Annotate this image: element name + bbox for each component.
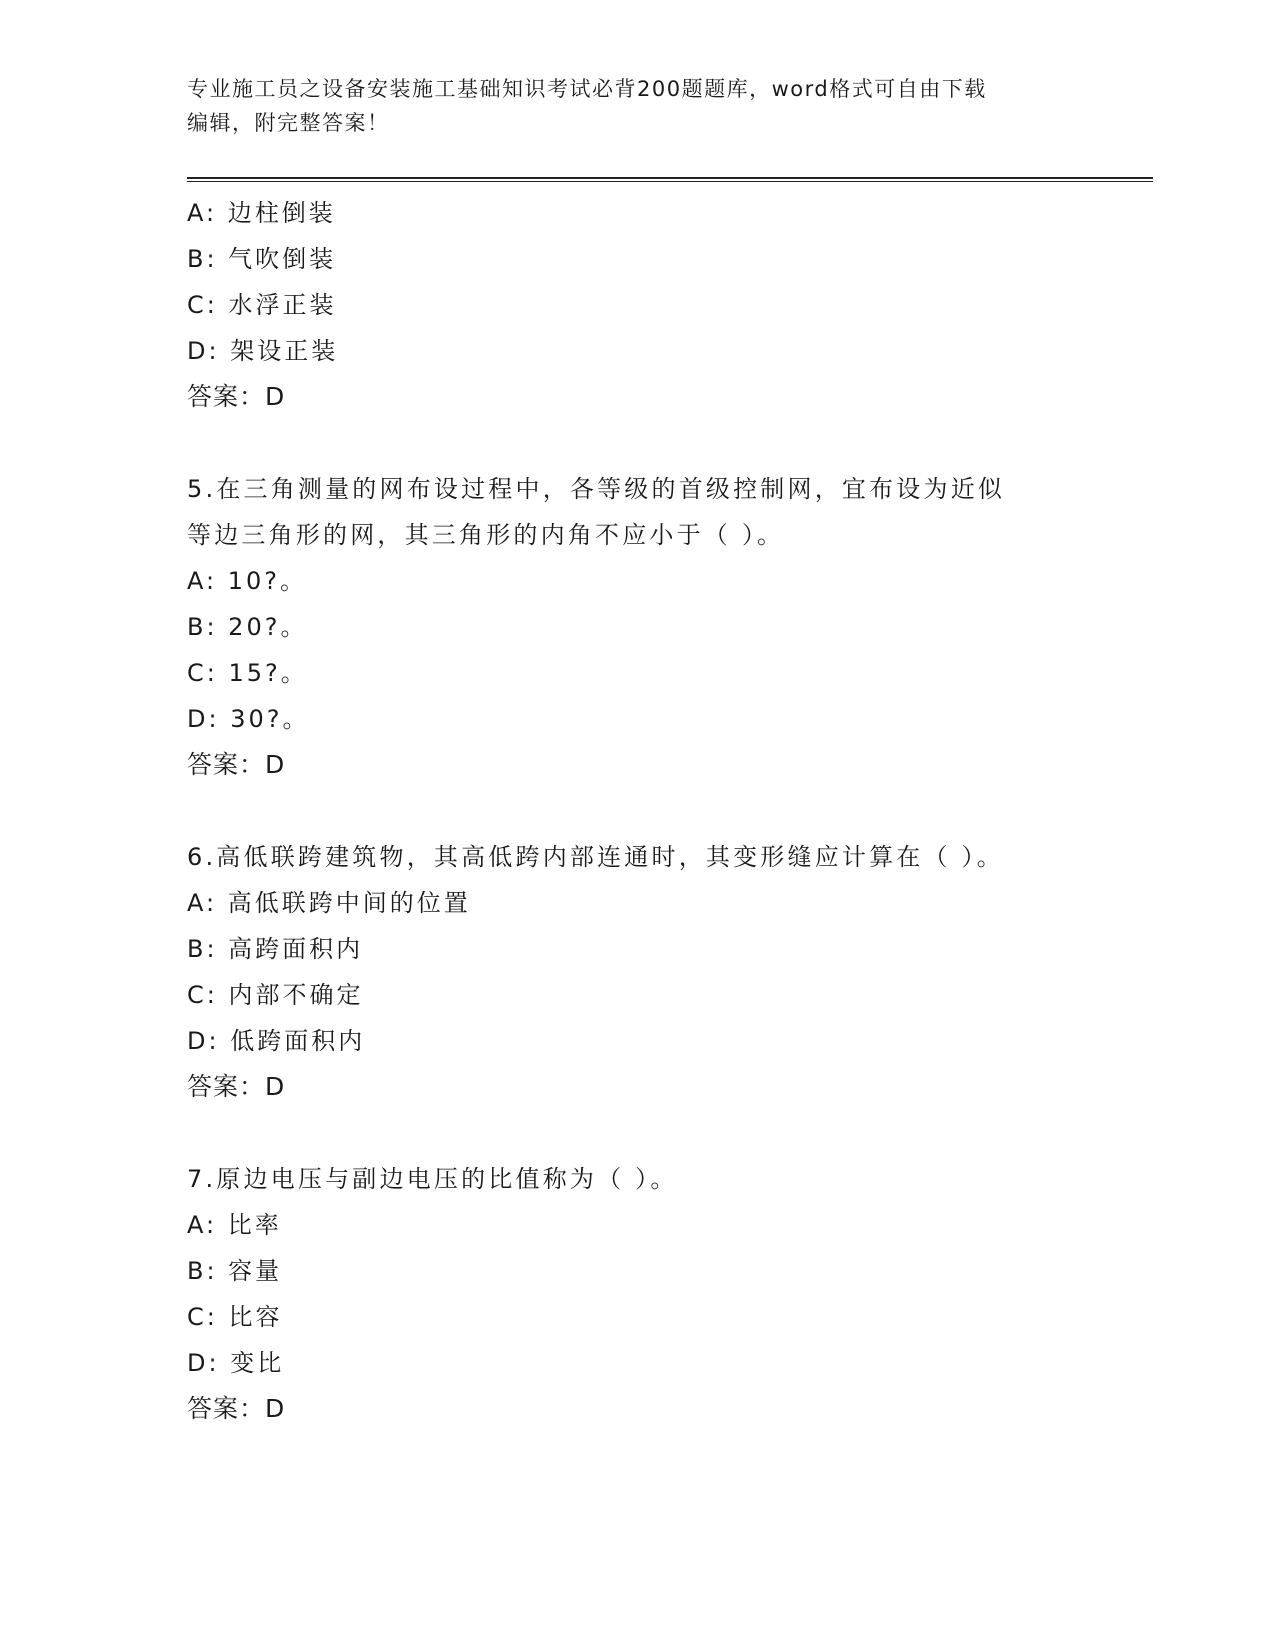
answer: 答案：D — [187, 1394, 286, 1423]
option-d: D: 架设正装 — [187, 337, 339, 365]
spacer — [187, 420, 1117, 466]
option-d: D: 低跨面积内 — [187, 1027, 366, 1055]
spacer — [187, 1110, 1117, 1156]
question-stem-line-1: 7.原边电压与副边电压的比值称为（ ）。 — [187, 1165, 678, 1193]
question-6 — [187, 834, 1117, 1110]
option-a: A: 边柱倒装 — [187, 199, 336, 227]
option-c: C: 比容 — [187, 1303, 283, 1331]
spacer — [187, 788, 1117, 834]
question-list — [187, 190, 1117, 1432]
question-4 — [187, 190, 1117, 420]
document-header — [187, 72, 1077, 140]
header-line-1: 专业施工员之设备安装施工基础知识考试必背200题题库，word格式可自由下载 — [187, 77, 987, 101]
answer: 答案：D — [187, 382, 286, 411]
answer: 答案：D — [187, 750, 286, 779]
header-line-2: 编辑，附完整答案！ — [187, 111, 390, 135]
option-d: D: 变比 — [187, 1349, 285, 1377]
option-c: C: 水浮正装 — [187, 291, 337, 319]
option-b: B: 高跨面积内 — [187, 935, 364, 963]
option-b: B: 容量 — [187, 1257, 283, 1285]
question-stem-line-2: 等边三角形的网，其三角形的内角不应小于（ ）。 — [187, 521, 785, 549]
header-divider-thin — [187, 181, 1153, 182]
option-b: B: 20?。 — [187, 613, 308, 641]
option-a: A: 10?。 — [187, 567, 307, 595]
option-a: A: 高低联跨中间的位置 — [187, 889, 471, 917]
header-divider — [187, 177, 1153, 179]
question-stem-line-1: 6.高低联跨建筑物，其高低跨内部连通时，其变形缝应计算在（ ）。 — [187, 843, 1004, 871]
option-c: C: 15?。 — [187, 659, 308, 687]
option-d: D: 30?。 — [187, 705, 310, 733]
option-b: B: 气吹倒装 — [187, 245, 337, 273]
question-stem-line-1: 5.在三角测量的网布设过程中，各等级的首级控制网，宜布设为近似 — [187, 475, 1006, 503]
answer: 答案：D — [187, 1072, 286, 1101]
option-a: A: 比率 — [187, 1211, 282, 1239]
option-c: C: 内部不确定 — [187, 981, 364, 1009]
question-5 — [187, 466, 1117, 788]
question-7 — [187, 1156, 1117, 1432]
